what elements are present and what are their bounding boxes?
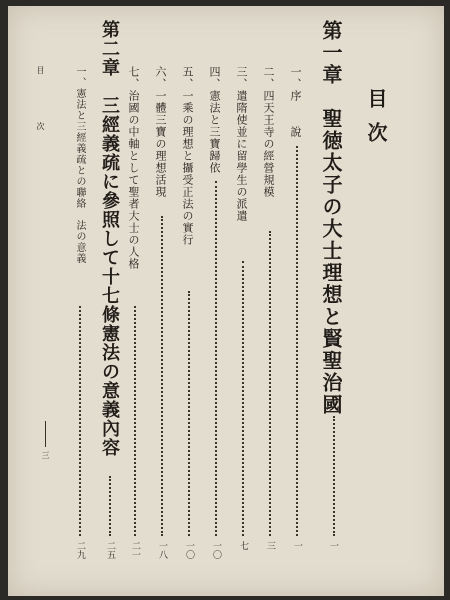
- chapter-1-item-6-page: 一八: [157, 541, 167, 559]
- running-head-page: 三: [41, 451, 50, 459]
- chapter-2-item-1: 一、憲法と三經義疏との聯絡 法の意義: [74, 66, 85, 264]
- chapter-1-item-5: 五、一乘の理想と攝受正法の實行: [181, 66, 194, 246]
- chapter-1-item-4-page: 一〇: [211, 541, 221, 559]
- chapter-1-item-3: 三、遣隋使並に留學生の派遣: [235, 66, 248, 222]
- item-4-leader: [215, 181, 217, 536]
- toc-title: 目次: [364, 88, 388, 156]
- chapter-1-item-7: 七、治國の中軸として聖者大士の人格: [127, 66, 140, 270]
- chapter-2-item-1-leader: [79, 306, 81, 536]
- chapter-2-leader: [109, 476, 111, 536]
- running-head: 目 次: [36, 66, 45, 150]
- item-5-leader: [188, 291, 190, 536]
- chapter-1-item-1: 一、序 說: [289, 66, 302, 138]
- chapter-2-page: 二五: [105, 541, 115, 559]
- chapter-1-item-1-page: 一: [292, 541, 302, 550]
- item-3-leader: [242, 261, 244, 536]
- item-1-leader: [296, 146, 298, 536]
- page-number-rule: [45, 421, 46, 447]
- chapter-1-item-3-page: 七: [238, 541, 248, 550]
- item-7-leader: [134, 306, 136, 536]
- chapter-1-leader: [333, 416, 335, 536]
- chapter-2-item-1-page: 二九: [75, 541, 85, 559]
- book-page: [8, 6, 444, 596]
- chapter-1-item-2: 二、四天王寺の經營規模: [262, 66, 275, 198]
- chapter-1-item-4: 四、憲法と三寶歸依: [208, 66, 221, 174]
- item-6-leader: [161, 216, 163, 536]
- chapter-1-item-2-page: 三: [265, 541, 275, 550]
- chapter-1-item-6: 六、一體三寶の理想活現: [154, 66, 167, 198]
- item-2-leader: [269, 231, 271, 536]
- chapter-2-heading: 第二章 三經義疏に參照して十七條憲法の意義內容: [99, 20, 120, 457]
- chapter-1-page: 一: [328, 541, 338, 550]
- chapter-1-heading: 第一章 聖徳太子の大士理想と賢聖治國: [319, 20, 343, 416]
- chapter-1-item-7-page: 二一: [130, 541, 140, 559]
- chapter-1-item-5-page: 一〇: [184, 541, 194, 559]
